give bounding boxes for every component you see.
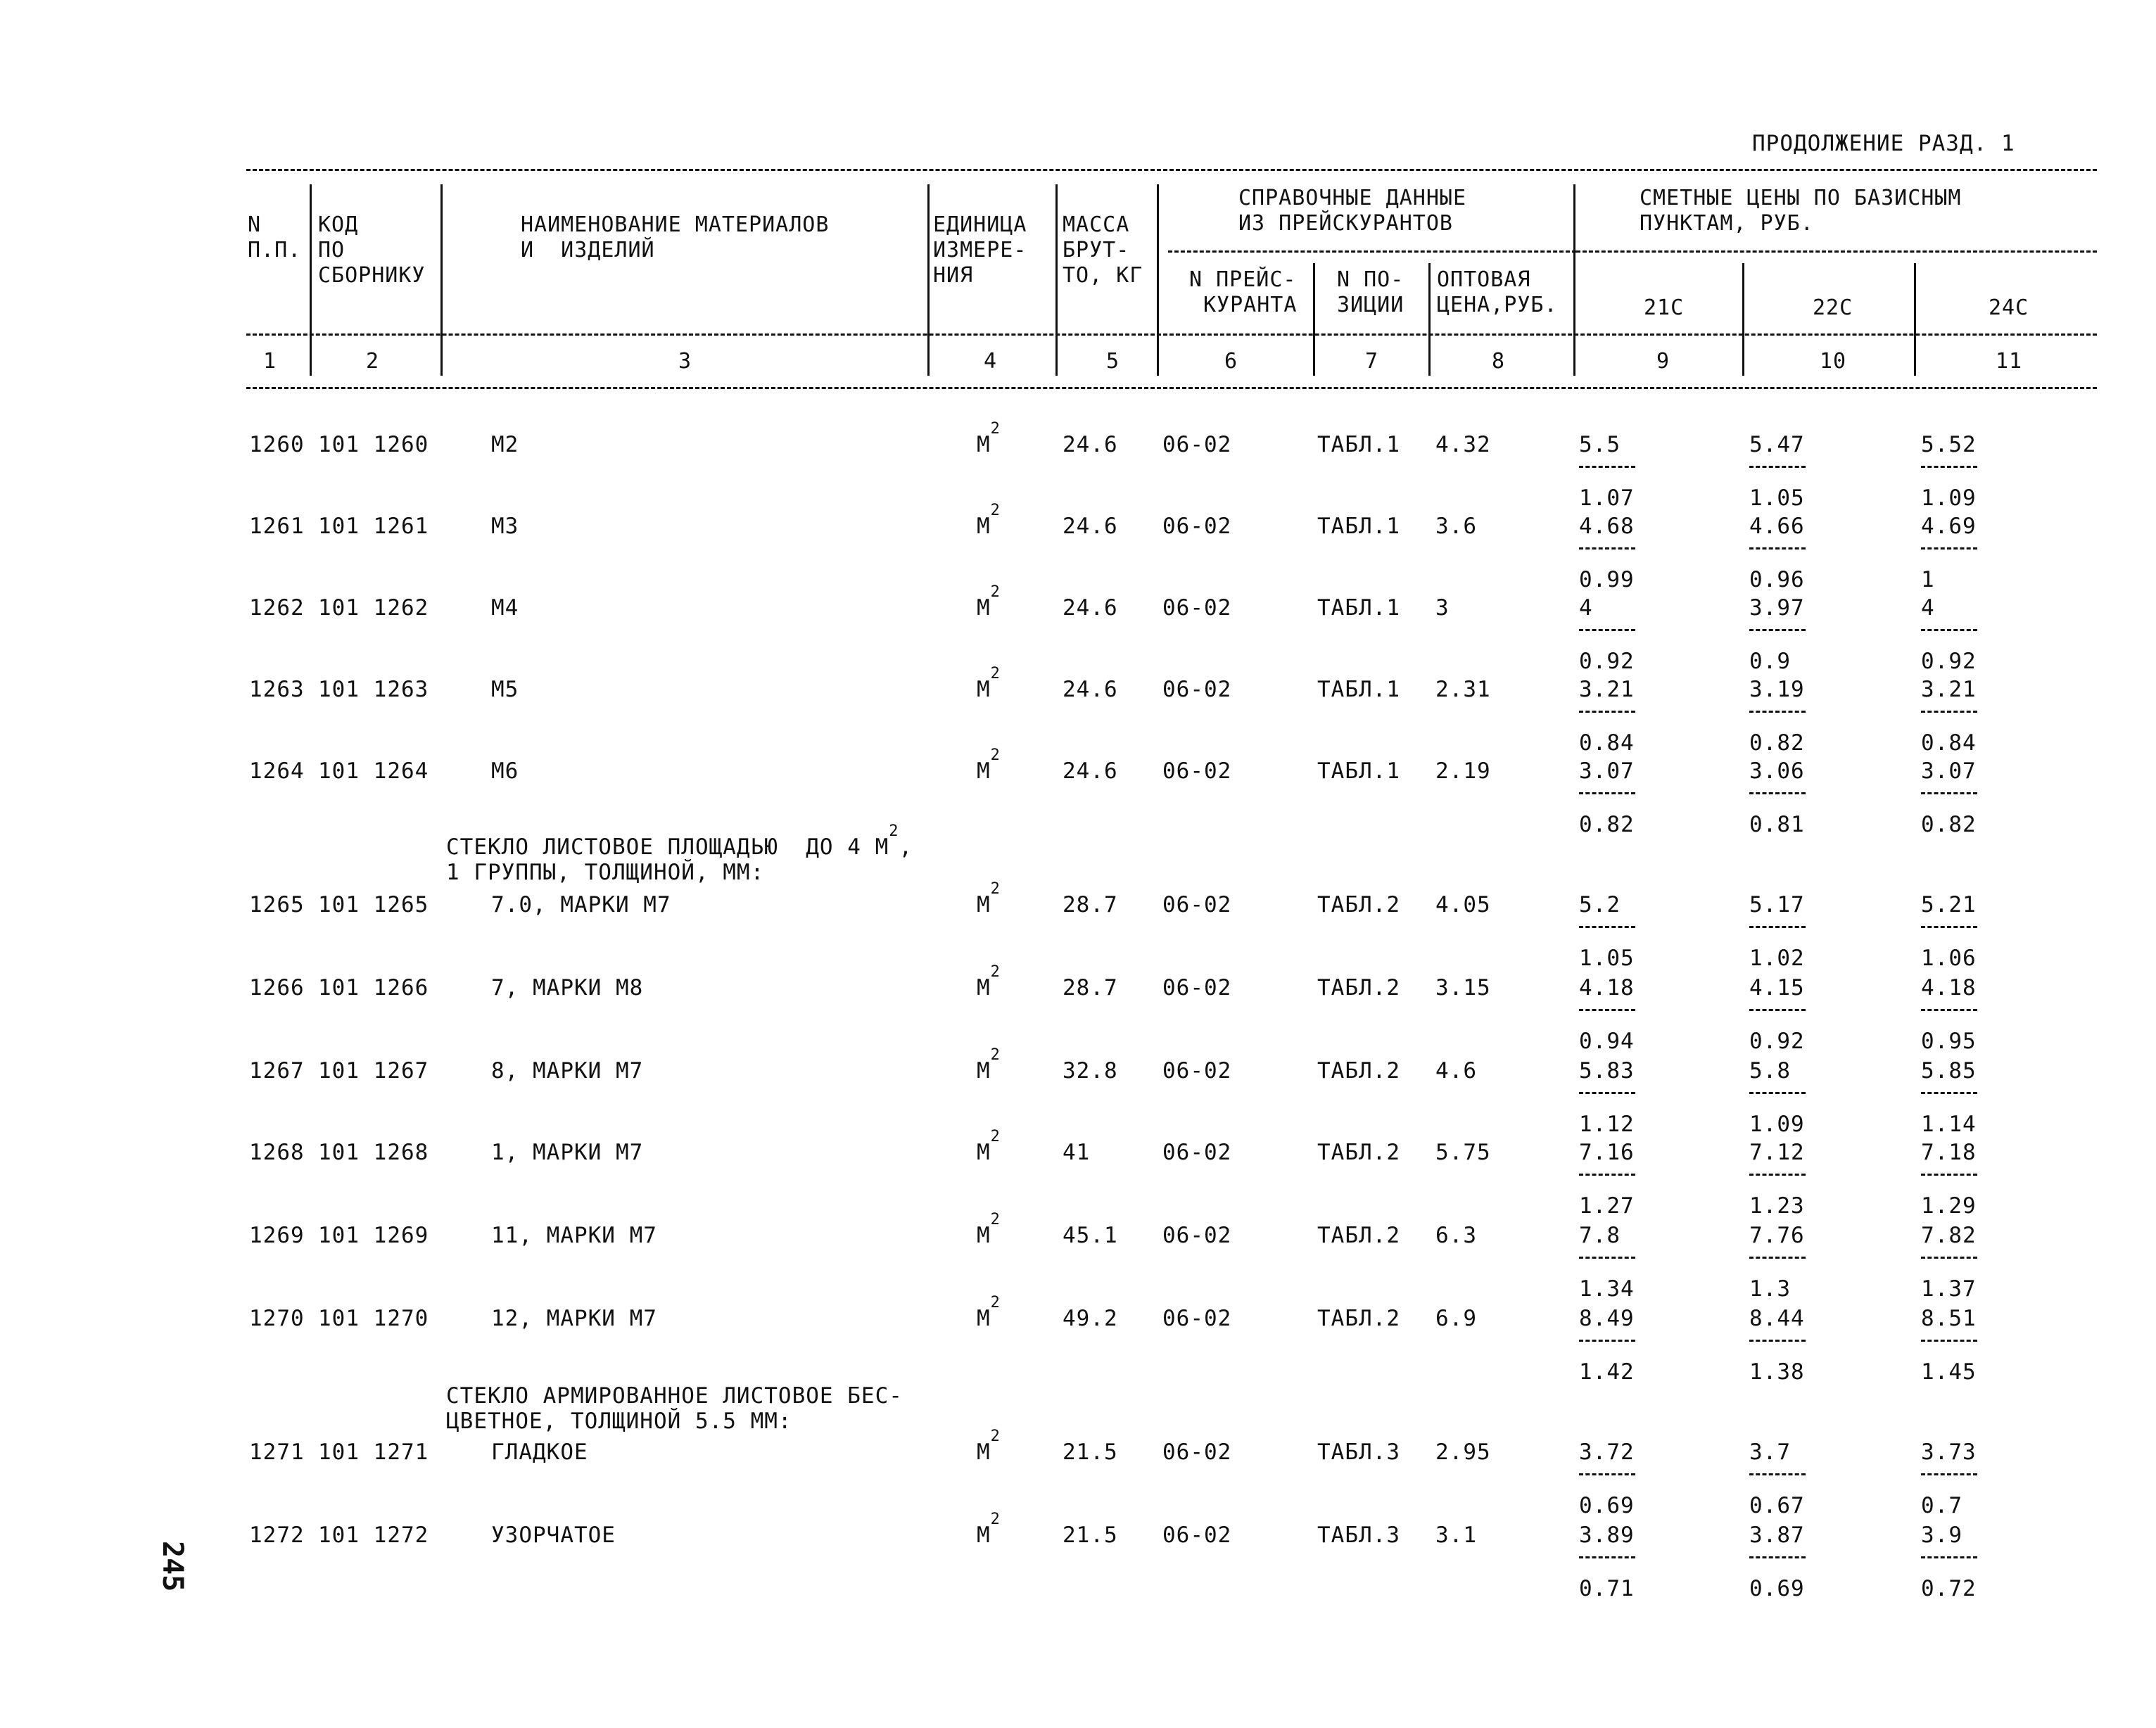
fraction-rule: [1921, 466, 1977, 468]
continuation-label: ПРОДОЛЖЕНИЕ РАЗД. 1: [1752, 131, 2015, 156]
price-p21-top: 3.72: [1579, 1440, 1635, 1465]
row-name: ГЛАДКОЕ: [491, 1440, 588, 1465]
row-code: 101 1261: [318, 514, 429, 539]
hdr-col10: 22С: [1813, 296, 1853, 320]
row-number: 1261: [249, 514, 305, 539]
price-p21-top: 5.83: [1579, 1058, 1635, 1084]
row-price-list: 06-02: [1162, 595, 1232, 621]
col-number: 5: [1106, 349, 1120, 374]
row-name: 7.0, МАРКИ М7: [491, 892, 671, 917]
row-position: ТАБЛ.1: [1317, 758, 1400, 784]
price-p22-top: 5.8: [1749, 1058, 1791, 1084]
row-mass: 28.7: [1063, 975, 1118, 1000]
row-unit: $М^2$: [977, 747, 1001, 784]
price-p24-top: 8.51: [1921, 1306, 1977, 1331]
row-number: 1264: [249, 758, 305, 784]
row-number: 1266: [249, 975, 305, 1000]
hdr-col8: ОПТОВАЯ ЦЕНА,РУБ.: [1437, 267, 1558, 317]
hdr-col4: ЕДИНИЦА ИЗМЕРЕ- НИЯ: [933, 212, 1027, 288]
hdr-divider: [310, 184, 312, 376]
hdr-divider: [1914, 263, 1916, 376]
row-position: ТАБЛ.1: [1317, 432, 1400, 457]
price-p22-bottom: 0.9: [1749, 649, 1791, 674]
row-number: 1270: [249, 1306, 305, 1331]
fraction-rule: [1749, 629, 1806, 631]
hdr-divider: [440, 184, 443, 376]
price-p22-top: 4.15: [1749, 975, 1805, 1000]
price-p24-top: 5.85: [1921, 1058, 1977, 1084]
col-number: 8: [1492, 349, 1506, 374]
price-p24-top: 4.69: [1921, 514, 1977, 539]
hdr-col1: N П.П.: [248, 212, 302, 262]
fraction-rule: [1749, 547, 1806, 549]
price-p22-bottom: 1.3: [1749, 1276, 1791, 1302]
price-p22-top: 3.97: [1749, 595, 1805, 621]
row-price-list: 06-02: [1162, 1140, 1232, 1165]
row-wholesale: 3: [1435, 595, 1450, 621]
row-mass: 28.7: [1063, 892, 1118, 917]
price-p22-top: 3.19: [1749, 677, 1805, 702]
row-wholesale: 5.75: [1435, 1140, 1491, 1165]
hdr-col6: N ПРЕЙС- КУРАНТА: [1189, 267, 1298, 317]
price-p24-bottom: 1.29: [1921, 1193, 1977, 1219]
price-p24-bottom: 0.92: [1921, 649, 1977, 674]
fraction-rule: [1749, 1009, 1806, 1011]
price-p21-bottom: 0.71: [1579, 1576, 1635, 1601]
fraction-rule: [1579, 547, 1635, 549]
row-unit: $М^2$: [977, 1511, 1001, 1548]
col-number: 6: [1224, 349, 1238, 374]
row-code: 101 1263: [318, 677, 429, 702]
fraction-rule: [1921, 792, 1977, 794]
fraction-rule: [1579, 1340, 1635, 1342]
price-p22-top: 3.06: [1749, 758, 1805, 784]
row-mass: 41: [1063, 1140, 1091, 1165]
price-p22-bottom: 1.02: [1749, 946, 1805, 971]
price-p21-bottom: 0.94: [1579, 1029, 1635, 1054]
row-number: 1265: [249, 892, 305, 917]
fraction-rule: [1749, 1092, 1806, 1094]
hdr-col11: 24С: [1989, 296, 2029, 320]
col-number: 10: [1820, 349, 1847, 374]
row-position: ТАБЛ.1: [1317, 677, 1400, 702]
row-wholesale: 4.6: [1435, 1058, 1477, 1084]
row-unit: $М^2$: [977, 420, 1001, 457]
fraction-rule: [1921, 629, 1977, 631]
row-position: ТАБЛ.2: [1317, 892, 1400, 917]
fraction-rule: [1579, 792, 1635, 794]
price-p21-bottom: 0.92: [1579, 649, 1635, 674]
fraction-rule: [1579, 1009, 1635, 1011]
row-wholesale: 6.3: [1435, 1223, 1477, 1248]
row-mass: 24.6: [1063, 677, 1118, 702]
price-p21-bottom: 1.27: [1579, 1193, 1635, 1219]
price-p21-top: 8.49: [1579, 1306, 1635, 1331]
price-p24-bottom: 0.7: [1921, 1493, 1962, 1518]
fraction-rule: [1921, 711, 1977, 713]
price-p24-top: 3.21: [1921, 677, 1977, 702]
price-p21-top: 3.07: [1579, 758, 1635, 784]
price-p21-bottom: 0.99: [1579, 567, 1635, 592]
row-unit: $М^2$: [977, 502, 1001, 539]
price-p24-top: 4: [1921, 595, 1935, 621]
row-price-list: 06-02: [1162, 1306, 1232, 1331]
row-price-list: 06-02: [1162, 1523, 1232, 1548]
row-number: 1267: [249, 1058, 305, 1084]
price-p21-top: 5.5: [1579, 432, 1621, 457]
row-number: 1272: [249, 1523, 305, 1548]
row-name: М6: [491, 758, 519, 784]
row-price-list: 06-02: [1162, 514, 1232, 539]
row-code: 101 1270: [318, 1306, 429, 1331]
row-position: ТАБЛ.2: [1317, 1058, 1400, 1084]
price-p21-bottom: 1.12: [1579, 1112, 1635, 1137]
price-p24-top: 3.9: [1921, 1523, 1962, 1548]
price-p22-bottom: 1.05: [1749, 485, 1805, 511]
price-p24-top: 3.07: [1921, 758, 1977, 784]
price-p21-top: 3.21: [1579, 677, 1635, 702]
row-unit: $М^2$: [977, 583, 1001, 621]
row-code: 101 1271: [318, 1440, 429, 1465]
row-name: М4: [491, 595, 519, 621]
fraction-rule: [1579, 466, 1635, 468]
row-name: М5: [491, 677, 519, 702]
price-p24-top: 7.82: [1921, 1223, 1977, 1248]
row-wholesale: 2.95: [1435, 1440, 1491, 1465]
price-p24-top: 5.52: [1921, 432, 1977, 457]
col-number: 11: [1996, 349, 2023, 374]
row-unit: $М^2$: [977, 1128, 1001, 1165]
row-wholesale: 6.9: [1435, 1306, 1477, 1331]
fraction-rule: [1749, 926, 1806, 928]
price-p21-bottom: 0.84: [1579, 730, 1635, 756]
hdr-divider: [1157, 184, 1159, 376]
fraction-rule: [1749, 1340, 1806, 1342]
row-mass: 21.5: [1063, 1523, 1118, 1548]
price-p21-bottom: 1.34: [1579, 1276, 1635, 1302]
fraction-rule: [1579, 1174, 1635, 1176]
fraction-rule: [1921, 1174, 1977, 1176]
row-mass: 24.6: [1063, 758, 1118, 784]
row-price-list: 06-02: [1162, 1440, 1232, 1465]
row-name: 12, МАРКИ М7: [491, 1306, 657, 1331]
fraction-rule: [1579, 711, 1635, 713]
fraction-rule: [1921, 926, 1977, 928]
row-number: 1268: [249, 1140, 305, 1165]
fraction-rule: [1749, 1257, 1806, 1259]
price-p22-bottom: 0.92: [1749, 1029, 1805, 1054]
row-unit: $М^2$: [977, 880, 1001, 917]
row-position: ТАБЛ.1: [1317, 595, 1400, 621]
row-wholesale: 3.1: [1435, 1523, 1477, 1548]
row-mass: 24.6: [1063, 595, 1118, 621]
row-name: 8, МАРКИ М7: [491, 1058, 644, 1084]
price-p22-bottom: 0.69: [1749, 1576, 1805, 1601]
row-position: ТАБЛ.2: [1317, 1306, 1400, 1331]
price-p22-bottom: 0.67: [1749, 1493, 1805, 1518]
price-p24-bottom: 0.72: [1921, 1576, 1977, 1601]
fraction-rule: [1579, 1257, 1635, 1259]
price-p21-top: 4.18: [1579, 975, 1635, 1000]
fraction-rule: [1921, 547, 1977, 549]
price-p21-bottom: 0.82: [1579, 812, 1635, 837]
row-name: М3: [491, 514, 519, 539]
fraction-rule: [1749, 466, 1806, 468]
hdr-col2: КОД ПО СБОРНИКУ: [318, 212, 426, 288]
section-title: СТЕКЛО ЛИСТОВОЕ ПЛОЩАДЬЮ ДО 4 $М^2$, 1 ГРУППЫ, ТОЛЩИНОЙ, ММ:: [446, 822, 913, 885]
col-number: 3: [678, 349, 692, 374]
price-p21-top: 5.2: [1579, 892, 1621, 917]
row-unit: $М^2$: [977, 1211, 1001, 1248]
price-p24-top: 4.18: [1921, 975, 1977, 1000]
row-number: 1263: [249, 677, 305, 702]
price-p21-bottom: 0.69: [1579, 1493, 1635, 1518]
price-p22-bottom: 0.96: [1749, 567, 1805, 592]
price-p24-bottom: 1.45: [1921, 1359, 1977, 1385]
fraction-rule: [1921, 1473, 1977, 1475]
row-code: 101 1265: [318, 892, 429, 917]
price-p22-top: 5.47: [1749, 432, 1805, 457]
row-price-list: 06-02: [1162, 677, 1232, 702]
fraction-rule: [1749, 1473, 1806, 1475]
price-p21-top: 7.8: [1579, 1223, 1621, 1248]
price-p22-top: 3.87: [1749, 1523, 1805, 1548]
price-p24-bottom: 0.95: [1921, 1029, 1977, 1054]
row-price-list: 06-02: [1162, 758, 1232, 784]
header-bottom-rule: [246, 387, 2097, 389]
fraction-rule: [1579, 629, 1635, 631]
row-wholesale: 3.6: [1435, 514, 1477, 539]
fraction-rule: [1579, 1556, 1635, 1558]
row-wholesale: 2.31: [1435, 677, 1491, 702]
hdr-divider: [1742, 263, 1744, 376]
row-position: ТАБЛ.2: [1317, 975, 1400, 1000]
fraction-rule: [1921, 1092, 1977, 1094]
row-code: 101 1266: [318, 975, 429, 1000]
row-price-list: 06-02: [1162, 1058, 1232, 1084]
price-p22-bottom: 1.09: [1749, 1112, 1805, 1137]
row-unit: $М^2$: [977, 1046, 1001, 1084]
col-number: 2: [366, 349, 380, 374]
fraction-rule: [1921, 1257, 1977, 1259]
price-p21-bottom: 1.42: [1579, 1359, 1635, 1385]
row-unit: $М^2$: [977, 963, 1001, 1000]
price-p21-bottom: 1.05: [1579, 946, 1635, 971]
price-p21-bottom: 1.07: [1579, 485, 1635, 511]
fraction-rule: [1749, 792, 1806, 794]
header-ref-subrule: [1168, 250, 1576, 253]
row-name: 7, МАРКИ М8: [491, 975, 644, 1000]
price-p22-bottom: 1.38: [1749, 1359, 1805, 1385]
fraction-rule: [1579, 1092, 1635, 1094]
price-p22-top: 3.7: [1749, 1440, 1791, 1465]
fraction-rule: [1749, 711, 1806, 713]
price-p21-top: 3.89: [1579, 1523, 1635, 1548]
row-wholesale: 4.05: [1435, 892, 1491, 917]
fraction-rule: [1579, 926, 1635, 928]
row-number: 1260: [249, 432, 305, 457]
hdr-col5: МАССА БРУТ- ТО, КГ: [1063, 212, 1143, 288]
price-p24-bottom: 0.84: [1921, 730, 1977, 756]
header-middle-rule: [246, 333, 2097, 336]
row-position: ТАБЛ.3: [1317, 1440, 1400, 1465]
row-mass: 32.8: [1063, 1058, 1118, 1084]
price-p22-top: 4.66: [1749, 514, 1805, 539]
hdr-col9: 21С: [1644, 296, 1685, 320]
row-code: 101 1264: [318, 758, 429, 784]
row-price-list: 06-02: [1162, 432, 1232, 457]
row-mass: 45.1: [1063, 1223, 1118, 1248]
row-name: 11, МАРКИ М7: [491, 1223, 657, 1248]
price-p22-top: 7.76: [1749, 1223, 1805, 1248]
hdr-divider: [1428, 263, 1431, 376]
section-title: СТЕКЛО АРМИРОВАННОЕ ЛИСТОВОЕ БЕС- ЦВЕТНОЕ, ТОЛЩИНОЙ 5.5 ММ:: [446, 1383, 903, 1434]
hdr-price-group: СМЕТНЫЕ ЦЕНЫ ПО БАЗИСНЫМ ПУНКТАМ, РУБ.: [1640, 186, 1962, 236]
row-number: 1271: [249, 1440, 305, 1465]
price-p22-top: 7.12: [1749, 1140, 1805, 1165]
fraction-rule: [1749, 1556, 1806, 1558]
row-unit: $М^2$: [977, 1428, 1001, 1465]
row-name: М2: [491, 432, 519, 457]
price-p24-bottom: 1: [1921, 567, 1935, 592]
row-number: 1269: [249, 1223, 305, 1248]
price-p22-top: 8.44: [1749, 1306, 1805, 1331]
fraction-rule: [1749, 1174, 1806, 1176]
row-name: 1, МАРКИ М7: [491, 1140, 644, 1165]
row-code: 101 1260: [318, 432, 429, 457]
hdr-divider: [1313, 263, 1315, 376]
col-number: 9: [1656, 349, 1670, 374]
hdr-divider: [1055, 184, 1058, 376]
col-number: 7: [1365, 349, 1379, 374]
price-p24-bottom: 1.06: [1921, 946, 1977, 971]
price-p24-top: 7.18: [1921, 1140, 1977, 1165]
fraction-rule: [1921, 1556, 1977, 1558]
row-unit: $М^2$: [977, 665, 1001, 702]
price-p21-top: 4.68: [1579, 514, 1635, 539]
price-p22-bottom: 0.82: [1749, 730, 1805, 756]
col-number: 4: [984, 349, 998, 374]
row-code: 101 1262: [318, 595, 429, 621]
fraction-rule: [1579, 1473, 1635, 1475]
row-mass: 21.5: [1063, 1440, 1118, 1465]
price-p24-bottom: 1.14: [1921, 1112, 1977, 1137]
price-p22-top: 5.17: [1749, 892, 1805, 917]
hdr-divider: [927, 184, 930, 376]
price-p22-bottom: 0.81: [1749, 812, 1805, 837]
price-p22-bottom: 1.23: [1749, 1193, 1805, 1219]
hdr-col7: N ПО- ЗИЦИИ: [1337, 267, 1404, 317]
row-position: ТАБЛ.2: [1317, 1140, 1400, 1165]
fraction-rule: [1921, 1340, 1977, 1342]
row-position: ТАБЛ.1: [1317, 514, 1400, 539]
price-p24-bottom: 1.09: [1921, 485, 1977, 511]
row-code: 101 1272: [318, 1523, 429, 1548]
row-position: ТАБЛ.3: [1317, 1523, 1400, 1548]
row-position: ТАБЛ.2: [1317, 1223, 1400, 1248]
header-price-subrule: [1576, 250, 2097, 253]
price-p24-top: 5.21: [1921, 892, 1977, 917]
row-price-list: 06-02: [1162, 1223, 1232, 1248]
row-number: 1262: [249, 595, 305, 621]
row-price-list: 06-02: [1162, 975, 1232, 1000]
fraction-rule: [1921, 1009, 1977, 1011]
row-name: УЗОРЧАТОЕ: [491, 1523, 616, 1548]
price-p21-top: 4: [1579, 595, 1593, 621]
row-wholesale: 2.19: [1435, 758, 1491, 784]
row-code: 101 1269: [318, 1223, 429, 1248]
hdr-ref-group: СПРАВОЧНЫЕ ДАННЫЕ ИЗ ПРЕЙСКУРАНТОВ: [1238, 186, 1467, 236]
hdr-col3: НАИМЕНОВАНИЕ МАТЕРИАЛОВ И ИЗДЕЛИЙ: [521, 212, 830, 262]
row-wholesale: 3.15: [1435, 975, 1491, 1000]
row-wholesale: 4.32: [1435, 432, 1491, 457]
row-mass: 24.6: [1063, 432, 1118, 457]
row-code: 101 1267: [318, 1058, 429, 1084]
price-p21-top: 7.16: [1579, 1140, 1635, 1165]
price-p24-bottom: 0.82: [1921, 812, 1977, 837]
price-p24-bottom: 1.37: [1921, 1276, 1977, 1302]
row-mass: 49.2: [1063, 1306, 1118, 1331]
price-p24-top: 3.73: [1921, 1440, 1977, 1465]
row-unit: $М^2$: [977, 1294, 1001, 1331]
col-number: 1: [263, 349, 277, 374]
header-top-rule: [246, 169, 2097, 171]
row-price-list: 06-02: [1162, 892, 1232, 917]
row-code: 101 1268: [318, 1140, 429, 1165]
row-mass: 24.6: [1063, 514, 1118, 539]
page-number: 245: [156, 1541, 189, 1592]
hdr-divider: [1573, 184, 1575, 376]
